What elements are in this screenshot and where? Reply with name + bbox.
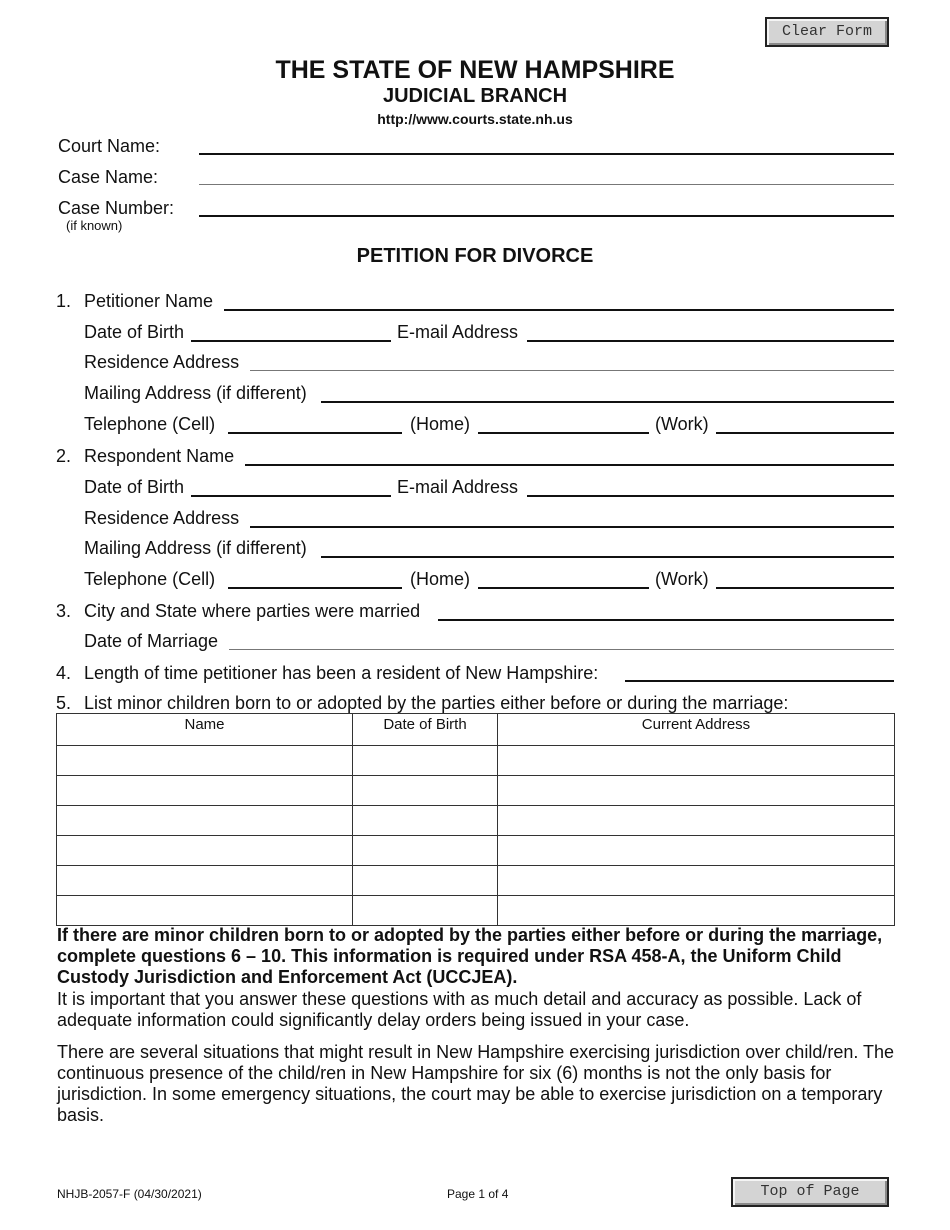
page-number: Page 1 of 4 — [447, 1187, 509, 1201]
jurisdiction-notice: There are several situations that might result in New Hampshire exercising jurisdiction over child/ren. The continuous presence of the child/ren in New Hampshire for six (6) months is not the only basis for jurisdiction. In some emergency situations, the court may be able to exercise jurisdiction on a temporary basis. — [57, 1042, 895, 1125]
item-number: 2. — [56, 446, 72, 466]
branch-title: JUDICIAL BRANCH — [382, 85, 568, 107]
child-dob-cell[interactable] — [353, 746, 498, 776]
children-list-label: List minor children born to or adopted by the parties either before or during the marriage: — [84, 693, 789, 713]
respondent-dob-label: Date of Birth — [84, 477, 185, 497]
child-dob-cell[interactable] — [353, 836, 498, 866]
children-table — [56, 713, 895, 926]
respondent-dob-field[interactable] — [191, 495, 391, 497]
petitioner-email-label: E-mail Address — [397, 322, 519, 342]
respondent-tel-home-field[interactable] — [478, 587, 649, 589]
item-number: 5. — [56, 693, 72, 713]
respondent-name-field[interactable] — [245, 464, 894, 466]
petitioner-name-field[interactable] — [224, 309, 894, 311]
petitioner-tel-cell-field[interactable] — [228, 432, 402, 434]
item-number: 1. — [56, 291, 72, 311]
item-number: 4. — [56, 663, 72, 683]
residency-length-field[interactable] — [625, 680, 894, 682]
child-dob-cell[interactable] — [353, 896, 498, 926]
respondent-email-field[interactable] — [527, 495, 894, 497]
petitioner-email-field[interactable] — [527, 340, 894, 342]
child-address-cell[interactable] — [498, 746, 895, 776]
child-dob-cell[interactable] — [353, 866, 498, 896]
child-name-cell[interactable] — [57, 896, 353, 926]
marriage-place-field[interactable] — [438, 619, 894, 621]
respondent-email-label: E-mail Address — [397, 477, 519, 497]
court-name-field[interactable] — [199, 153, 894, 155]
court-url: http://www.courts.state.nh.us — [377, 111, 573, 127]
petitioner-tel-cell-label: Telephone (Cell) — [84, 414, 216, 434]
uccjea-notice: If there are minor children born to or adopted by the parties either before or during the marriage, complete questions 6 – 10. This information is required under RSA 458-A, the Uniform Child Custody Jurisdiction and Enforcement Act (UCCJEA). — [57, 925, 883, 987]
clear-form-button[interactable]: Clear Form — [765, 17, 889, 47]
case-name-field[interactable] — [199, 184, 894, 185]
marriage-date-field[interactable] — [229, 649, 894, 650]
child-address-cell[interactable] — [498, 806, 895, 836]
petitioner-residence-label: Residence Address — [84, 352, 240, 372]
case-name-label: Case Name: — [58, 167, 159, 187]
form-title: PETITION FOR DIVORCE — [356, 245, 594, 267]
respondent-tel-home-label: (Home) — [410, 569, 471, 589]
respondent-tel-work-field[interactable] — [716, 587, 894, 589]
child-name-cell[interactable] — [57, 776, 353, 806]
table-header-row — [57, 714, 895, 746]
respondent-tel-work-label: (Work) — [655, 569, 709, 589]
marriage-place-label: City and State where parties were married — [84, 601, 421, 621]
child-name-cell[interactable] — [57, 746, 353, 776]
case-number-field[interactable] — [199, 215, 894, 217]
table-row — [57, 746, 895, 776]
column-header-name: Name — [57, 714, 353, 746]
petitioner-tel-work-field[interactable] — [716, 432, 894, 434]
accuracy-notice: It is important that you answer these questions with as much detail and accuracy as possible. Lack of adequate information could significantly delay orders being issued in your case. — [57, 989, 862, 1030]
child-dob-cell[interactable] — [353, 806, 498, 836]
table-row — [57, 896, 895, 926]
if-known-note: (if known) — [66, 218, 123, 233]
child-name-cell[interactable] — [57, 866, 353, 896]
column-header-address: Current Address — [498, 714, 895, 746]
child-name-cell[interactable] — [57, 806, 353, 836]
case-number-label: Case Number: — [58, 198, 175, 218]
residency-length-label: Length of time petitioner has been a resident of New Hampshire: — [84, 663, 599, 683]
petitioner-tel-home-label: (Home) — [410, 414, 471, 434]
child-dob-cell[interactable] — [353, 776, 498, 806]
form-id: NHJB-2057-F (04/30/2021) — [57, 1187, 202, 1201]
respondent-name-label: Respondent Name — [84, 446, 235, 466]
petitioner-tel-work-label: (Work) — [655, 414, 709, 434]
child-address-cell[interactable] — [498, 866, 895, 896]
child-name-cell[interactable] — [57, 836, 353, 866]
respondent-residence-field[interactable] — [250, 526, 894, 528]
petitioner-mailing-field[interactable] — [321, 401, 894, 403]
table-row — [57, 776, 895, 806]
petitioner-residence-field[interactable] — [250, 370, 894, 371]
item-number: 3. — [56, 601, 72, 621]
petitioner-dob-label: Date of Birth — [84, 322, 185, 342]
table-row — [57, 866, 895, 896]
table-row — [57, 836, 895, 866]
petitioner-dob-field[interactable] — [191, 340, 391, 342]
column-header-dob: Date of Birth — [353, 714, 498, 746]
respondent-mailing-label: Mailing Address (if different) — [84, 538, 307, 558]
child-address-cell[interactable] — [498, 896, 895, 926]
petitioner-tel-home-field[interactable] — [478, 432, 649, 434]
table-row — [57, 806, 895, 836]
child-address-cell[interactable] — [498, 776, 895, 806]
respondent-mailing-field[interactable] — [321, 556, 894, 558]
child-address-cell[interactable] — [498, 836, 895, 866]
petitioner-name-label: Petitioner Name — [84, 291, 214, 311]
petitioner-mailing-label: Mailing Address (if different) — [84, 383, 307, 403]
marriage-date-label: Date of Marriage — [84, 631, 219, 651]
respondent-residence-label: Residence Address — [84, 508, 240, 528]
court-name-label: Court Name: — [58, 136, 161, 156]
respondent-tel-cell-field[interactable] — [228, 587, 402, 589]
top-of-page-button[interactable]: Top of Page — [731, 1177, 889, 1207]
state-title: THE STATE OF NEW HAMPSHIRE — [275, 56, 675, 84]
respondent-tel-cell-label: Telephone (Cell) — [84, 569, 216, 589]
